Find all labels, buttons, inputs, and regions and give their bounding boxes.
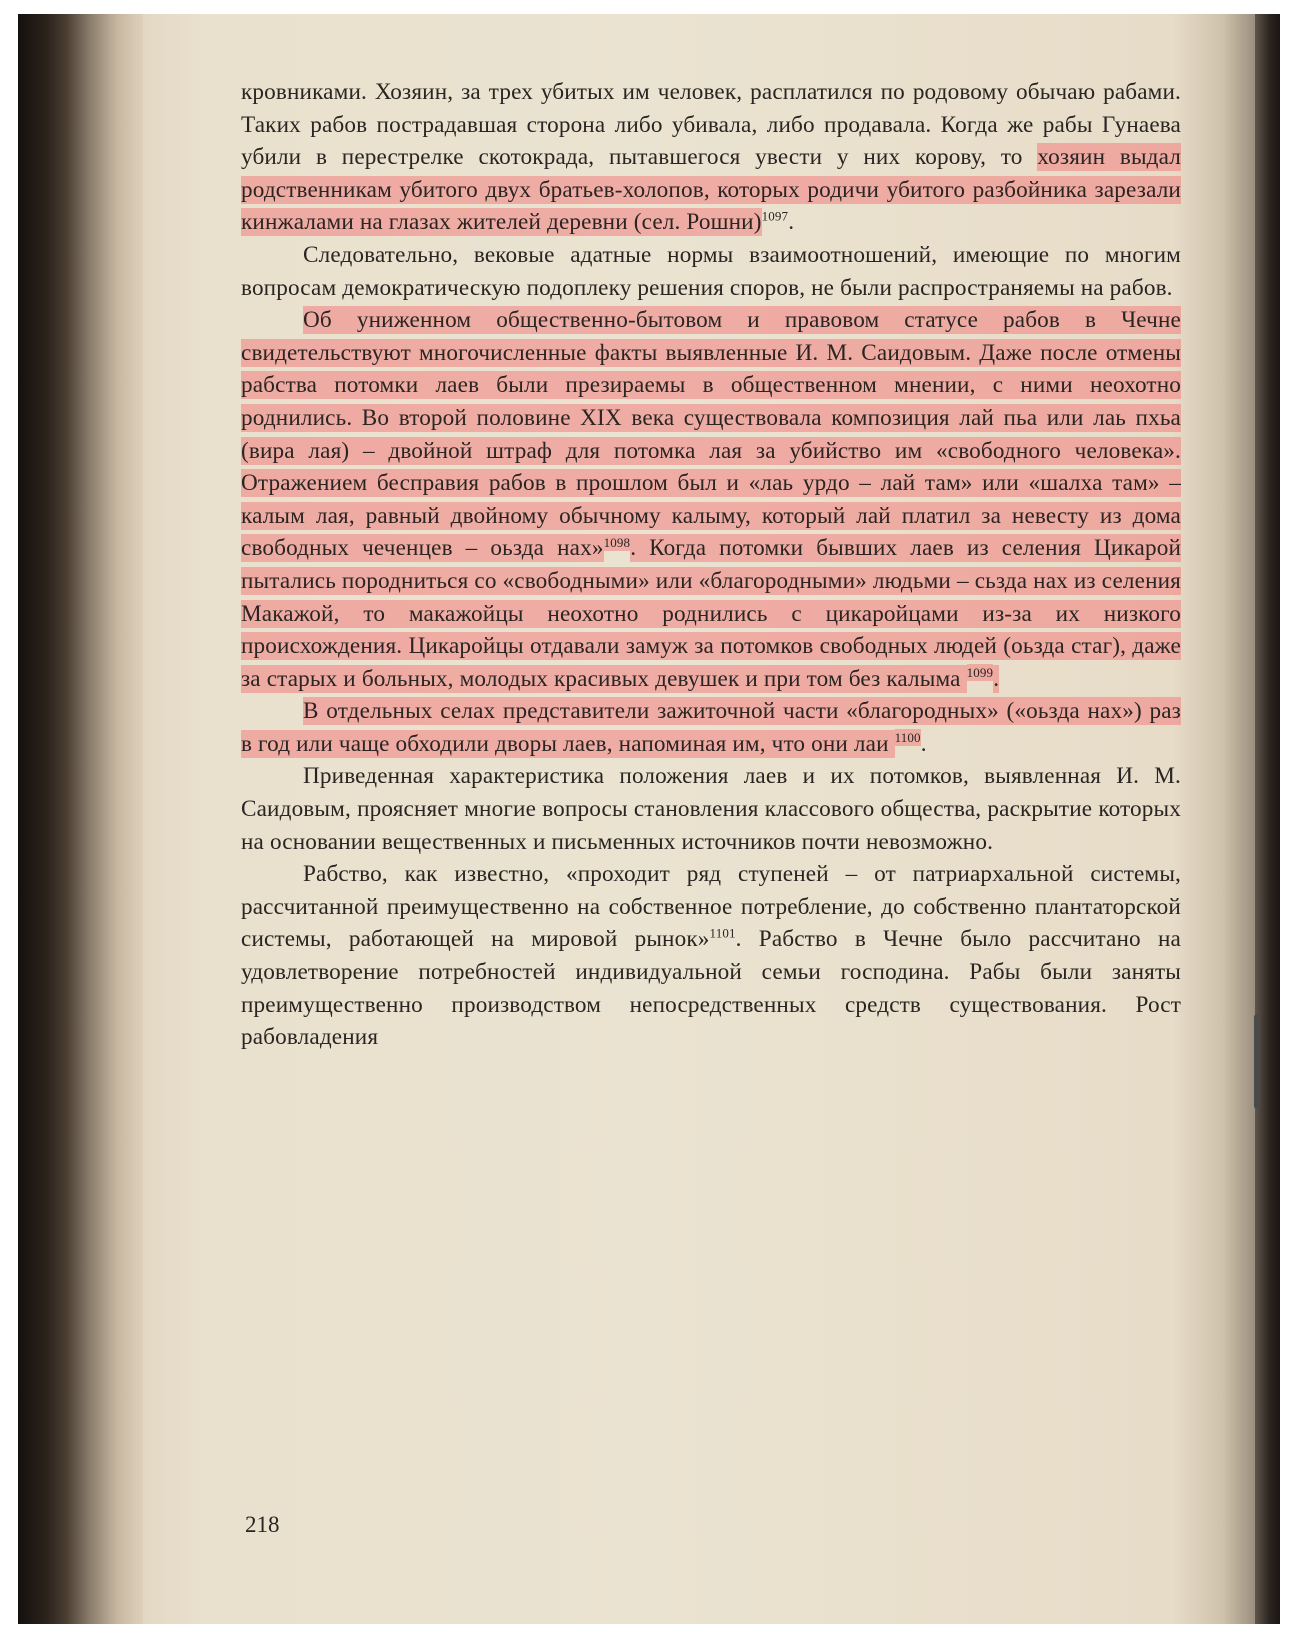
paragraph bbox=[241, 239, 1181, 304]
page-edge bbox=[1255, 14, 1280, 1624]
text-run: Следовательно, вековые адатные нормы взаимоотношений, имеющие по многим вопросам демократическую подоплеку решения споров, не были распространяемы на рабов. bbox=[241, 241, 1181, 301]
text-run: Рабство, как известно, «проходит ряд ступеней – от патриархальной системы, рассчитанной преимущественно на собственное потребление, до собственно плантаторской системы, работающей на мировой рынок» bbox=[241, 861, 1181, 953]
text-run: Приведенная характеристика положения лаев и их потомков, выявленная И. М. Саидовым, проясняет многие вопросы становления классового общества, раскрытие которых на основании вещественных и письменных источников почти невозможно. bbox=[241, 763, 1181, 855]
text-run: кровниками. Хозяин, за трех убитых им человек, расплатился по родовому обычаю рабами. Таких рабов пострадавшая сторона либо убивала, либо продавала. Когда же рабы Гунаева убили в перестрелке скотокрада, пытавшегося увести у них корову, то bbox=[241, 79, 1181, 171]
paragraph bbox=[241, 304, 1181, 695]
highlighted-text: хозяин выдал родственникам убитого двух братьев-холопов, которых родичи убитого разбойника зарезали кинжалами на глазах жителей деревни (сел. Рошни) bbox=[241, 144, 1181, 236]
paragraph bbox=[241, 858, 1181, 1054]
highlighted-text: . bbox=[993, 665, 1000, 692]
footnote-ref: 1101 bbox=[709, 925, 736, 941]
page-number: 218 bbox=[245, 1512, 280, 1537]
page-text bbox=[241, 76, 1181, 1054]
text-run: . bbox=[788, 209, 795, 236]
footnote-ref: 1100 bbox=[894, 730, 921, 746]
scroll-indicator bbox=[1254, 1014, 1260, 1109]
footnote-ref: 1099 bbox=[966, 664, 994, 680]
highlighted-text: Об униженном общественно-бытовом и правовом статусе рабов в Чечне свидетельствуют многочисленные факты выявленные И. М. Саидовым. Даже после отмены рабства потомки лаев были презираемы в общественном мнении, с ними неохотно роднились. Во второй половине XIX века существовала композиция лай пьа или лаь пхьа (вира лая) – двойной штраф для потомка лая за убийство им «свободного человека». Отражением бесправия рабов в прошлом был и «лаь урдо – лай там» или «шалха там» – калым лая, равный двойному обычному калыму, который лай платил за невесту из дома свободных чеченцев – оьзда нах» bbox=[241, 307, 1181, 562]
text-run: . bbox=[920, 730, 927, 757]
highlighted-text: . Когда потомки бывших лаев из селения Цикарой пытались породниться со «свободными» или «благородными» людьми – сьзда нах из селения Макажой, то макажойцы неохотно роднились с цикаройцами из-за их низкого происхождения. Цикаройцы отдавали замуж за потомков свободных людей (оьзда стаг), даже за старых и больных, молодых красивых девушек и при том без калыма bbox=[241, 535, 1182, 692]
paragraph bbox=[241, 76, 1181, 239]
footnote-ref: 1098 bbox=[603, 534, 631, 550]
paragraph bbox=[241, 695, 1181, 760]
paragraph bbox=[241, 760, 1181, 858]
text-run: . Рабство в Чечне было рассчитано на удовлетворение потребностей индивидуальной семьи господина. Рабы были заняты преимущественно производством непосредственных средств существования. Рост рабовладения bbox=[241, 926, 1181, 1051]
footnote-ref: 1097 bbox=[761, 208, 789, 224]
highlighted-text: В отдельных селах представители зажиточной части «благородных» («оьзда нах») раз в год или чаще обходили дворы лаев, напоминая им, что они лаи bbox=[241, 698, 1181, 757]
